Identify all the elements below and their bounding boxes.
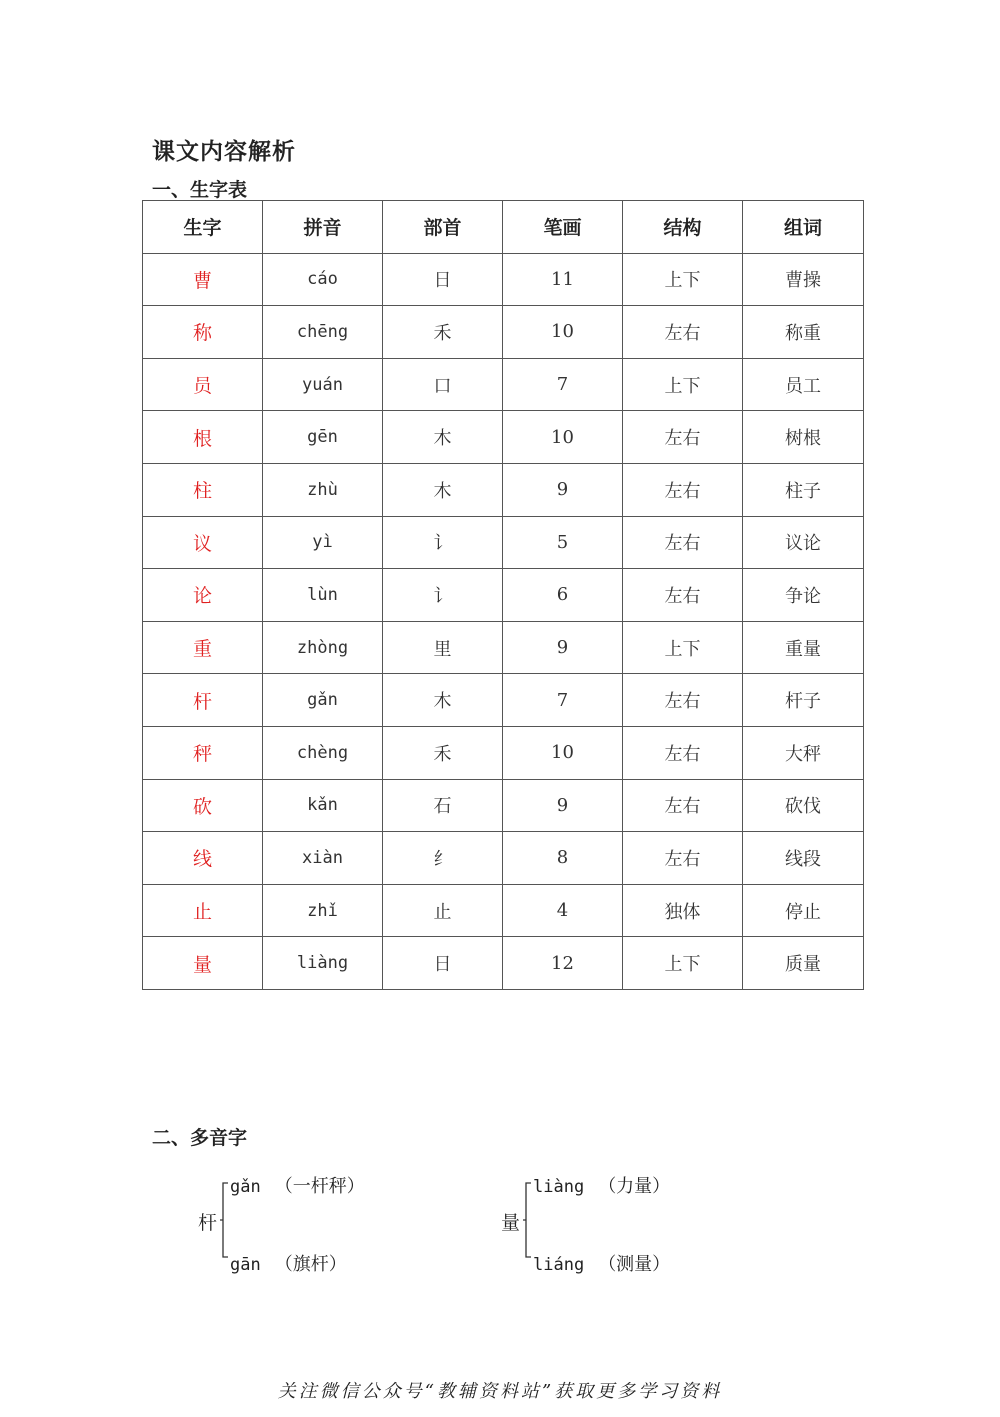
stroke-count-cell: 8 xyxy=(503,832,623,885)
structure-cell: 上下 xyxy=(623,621,743,674)
structure-cell: 左右 xyxy=(623,569,743,622)
character-cell: 称 xyxy=(143,306,263,359)
character-cell: 论 xyxy=(143,569,263,622)
table-row xyxy=(143,674,864,727)
word-cell: 议论 xyxy=(743,516,864,569)
table-row xyxy=(143,463,864,516)
word-cell: 曹操 xyxy=(743,253,864,306)
reading-pinyin: gǎn xyxy=(230,1177,261,1197)
structure-cell: 左右 xyxy=(623,779,743,832)
stroke-count-cell: 10 xyxy=(503,726,623,779)
column-header: 部首 xyxy=(383,201,503,254)
column-header: 结构 xyxy=(623,201,743,254)
pinyin-cell: zhǐ xyxy=(263,884,383,937)
table-header-row xyxy=(143,201,864,254)
radical-cell: 禾 xyxy=(383,306,503,359)
pinyin-cell: gēn xyxy=(263,411,383,464)
word-cell: 砍伐 xyxy=(743,779,864,832)
structure-cell: 左右 xyxy=(623,411,743,464)
stroke-count-cell: 12 xyxy=(503,937,623,990)
page-title: 课文内容解析 xyxy=(152,139,296,165)
radical-cell: 禾 xyxy=(383,726,503,779)
stroke-count-cell: 9 xyxy=(503,621,623,674)
pinyin-cell: gǎn xyxy=(263,674,383,727)
pinyin-cell: lùn xyxy=(263,569,383,622)
table-row xyxy=(143,411,864,464)
stroke-count-cell: 7 xyxy=(503,674,623,727)
structure-cell: 上下 xyxy=(623,253,743,306)
radical-cell: 石 xyxy=(383,779,503,832)
reading-pinyin: liáng xyxy=(533,1255,585,1275)
structure-cell: 独体 xyxy=(623,884,743,937)
brace-icon xyxy=(220,1182,228,1258)
structure-cell: 左右 xyxy=(623,516,743,569)
radical-cell: 纟 xyxy=(383,832,503,885)
character-cell: 砍 xyxy=(143,779,263,832)
reading-word: （测量） xyxy=(598,1254,671,1275)
polyphonic-reading xyxy=(230,1250,347,1276)
polyphonic-char: 杆 xyxy=(198,1212,218,1234)
table-row xyxy=(143,253,864,306)
pinyin-cell: zhòng xyxy=(263,621,383,674)
stroke-count-cell: 4 xyxy=(503,884,623,937)
radical-cell: 讠 xyxy=(383,569,503,622)
character-cell: 根 xyxy=(143,411,263,464)
table-row xyxy=(143,726,864,779)
word-cell: 员工 xyxy=(743,358,864,411)
section-heading-characters: 一、生字表 xyxy=(152,179,248,201)
character-cell: 秤 xyxy=(143,726,263,779)
radical-cell: 里 xyxy=(383,621,503,674)
character-table xyxy=(142,200,864,990)
column-header: 生字 xyxy=(143,201,263,254)
word-cell: 大秤 xyxy=(743,726,864,779)
word-cell: 重量 xyxy=(743,621,864,674)
polyphonic-reading xyxy=(533,1172,670,1198)
radical-cell: 日 xyxy=(383,253,503,306)
character-cell: 止 xyxy=(143,884,263,937)
stroke-count-cell: 10 xyxy=(503,306,623,359)
structure-cell: 左右 xyxy=(623,726,743,779)
table-row xyxy=(143,937,864,990)
reading-word: （力量） xyxy=(598,1176,671,1197)
word-cell: 线段 xyxy=(743,832,864,885)
character-cell: 员 xyxy=(143,358,263,411)
polyphonic-char: 量 xyxy=(501,1212,521,1234)
pinyin-cell: zhù xyxy=(263,463,383,516)
word-cell: 柱子 xyxy=(743,463,864,516)
column-header: 拼音 xyxy=(263,201,383,254)
reading-word: （一杆秤） xyxy=(274,1176,365,1197)
radical-cell: 口 xyxy=(383,358,503,411)
pinyin-cell: liàng xyxy=(263,937,383,990)
table-row xyxy=(143,884,864,937)
section-heading-polyphonic: 二、多音字 xyxy=(152,1127,248,1149)
table-row xyxy=(143,779,864,832)
table-row xyxy=(143,621,864,674)
stroke-count-cell: 7 xyxy=(503,358,623,411)
stroke-count-cell: 9 xyxy=(503,463,623,516)
pinyin-cell: chēng xyxy=(263,306,383,359)
structure-cell: 左右 xyxy=(623,674,743,727)
word-cell: 称重 xyxy=(743,306,864,359)
column-header: 组词 xyxy=(743,201,864,254)
radical-cell: 止 xyxy=(383,884,503,937)
reading-pinyin: liàng xyxy=(533,1177,585,1197)
polyphonic-reading xyxy=(533,1250,670,1276)
structure-cell: 左右 xyxy=(623,832,743,885)
table-row xyxy=(143,832,864,885)
brace-icon xyxy=(523,1182,531,1258)
radical-cell: 木 xyxy=(383,463,503,516)
footer-note: 关注微信公众号“教辅资料站”获取更多学习资料 xyxy=(277,1381,723,1402)
pinyin-cell: xiàn xyxy=(263,832,383,885)
reading-word: （旗杆） xyxy=(274,1254,347,1275)
structure-cell: 上下 xyxy=(623,937,743,990)
word-cell: 争论 xyxy=(743,569,864,622)
radical-cell: 木 xyxy=(383,411,503,464)
stroke-count-cell: 9 xyxy=(503,779,623,832)
word-cell: 质量 xyxy=(743,937,864,990)
character-cell: 柱 xyxy=(143,463,263,516)
character-cell: 量 xyxy=(143,937,263,990)
table-row xyxy=(143,358,864,411)
radical-cell: 讠 xyxy=(383,516,503,569)
character-cell: 杆 xyxy=(143,674,263,727)
table-row xyxy=(143,306,864,359)
character-cell: 曹 xyxy=(143,253,263,306)
word-cell: 停止 xyxy=(743,884,864,937)
pinyin-cell: yì xyxy=(263,516,383,569)
pinyin-cell: kǎn xyxy=(263,779,383,832)
character-cell: 重 xyxy=(143,621,263,674)
word-cell: 树根 xyxy=(743,411,864,464)
structure-cell: 左右 xyxy=(623,306,743,359)
polyphonic-reading xyxy=(230,1172,365,1198)
stroke-count-cell: 10 xyxy=(503,411,623,464)
structure-cell: 左右 xyxy=(623,463,743,516)
table-row xyxy=(143,516,864,569)
reading-pinyin: gān xyxy=(230,1255,261,1275)
column-header: 笔画 xyxy=(503,201,623,254)
table-body xyxy=(143,253,864,989)
radical-cell: 日 xyxy=(383,937,503,990)
structure-cell: 上下 xyxy=(623,358,743,411)
character-cell: 线 xyxy=(143,832,263,885)
stroke-count-cell: 6 xyxy=(503,569,623,622)
word-cell: 杆子 xyxy=(743,674,864,727)
pinyin-cell: cáo xyxy=(263,253,383,306)
pinyin-cell: yuán xyxy=(263,358,383,411)
table-row xyxy=(143,569,864,622)
pinyin-cell: chèng xyxy=(263,726,383,779)
stroke-count-cell: 11 xyxy=(503,253,623,306)
character-cell: 议 xyxy=(143,516,263,569)
radical-cell: 木 xyxy=(383,674,503,727)
stroke-count-cell: 5 xyxy=(503,516,623,569)
